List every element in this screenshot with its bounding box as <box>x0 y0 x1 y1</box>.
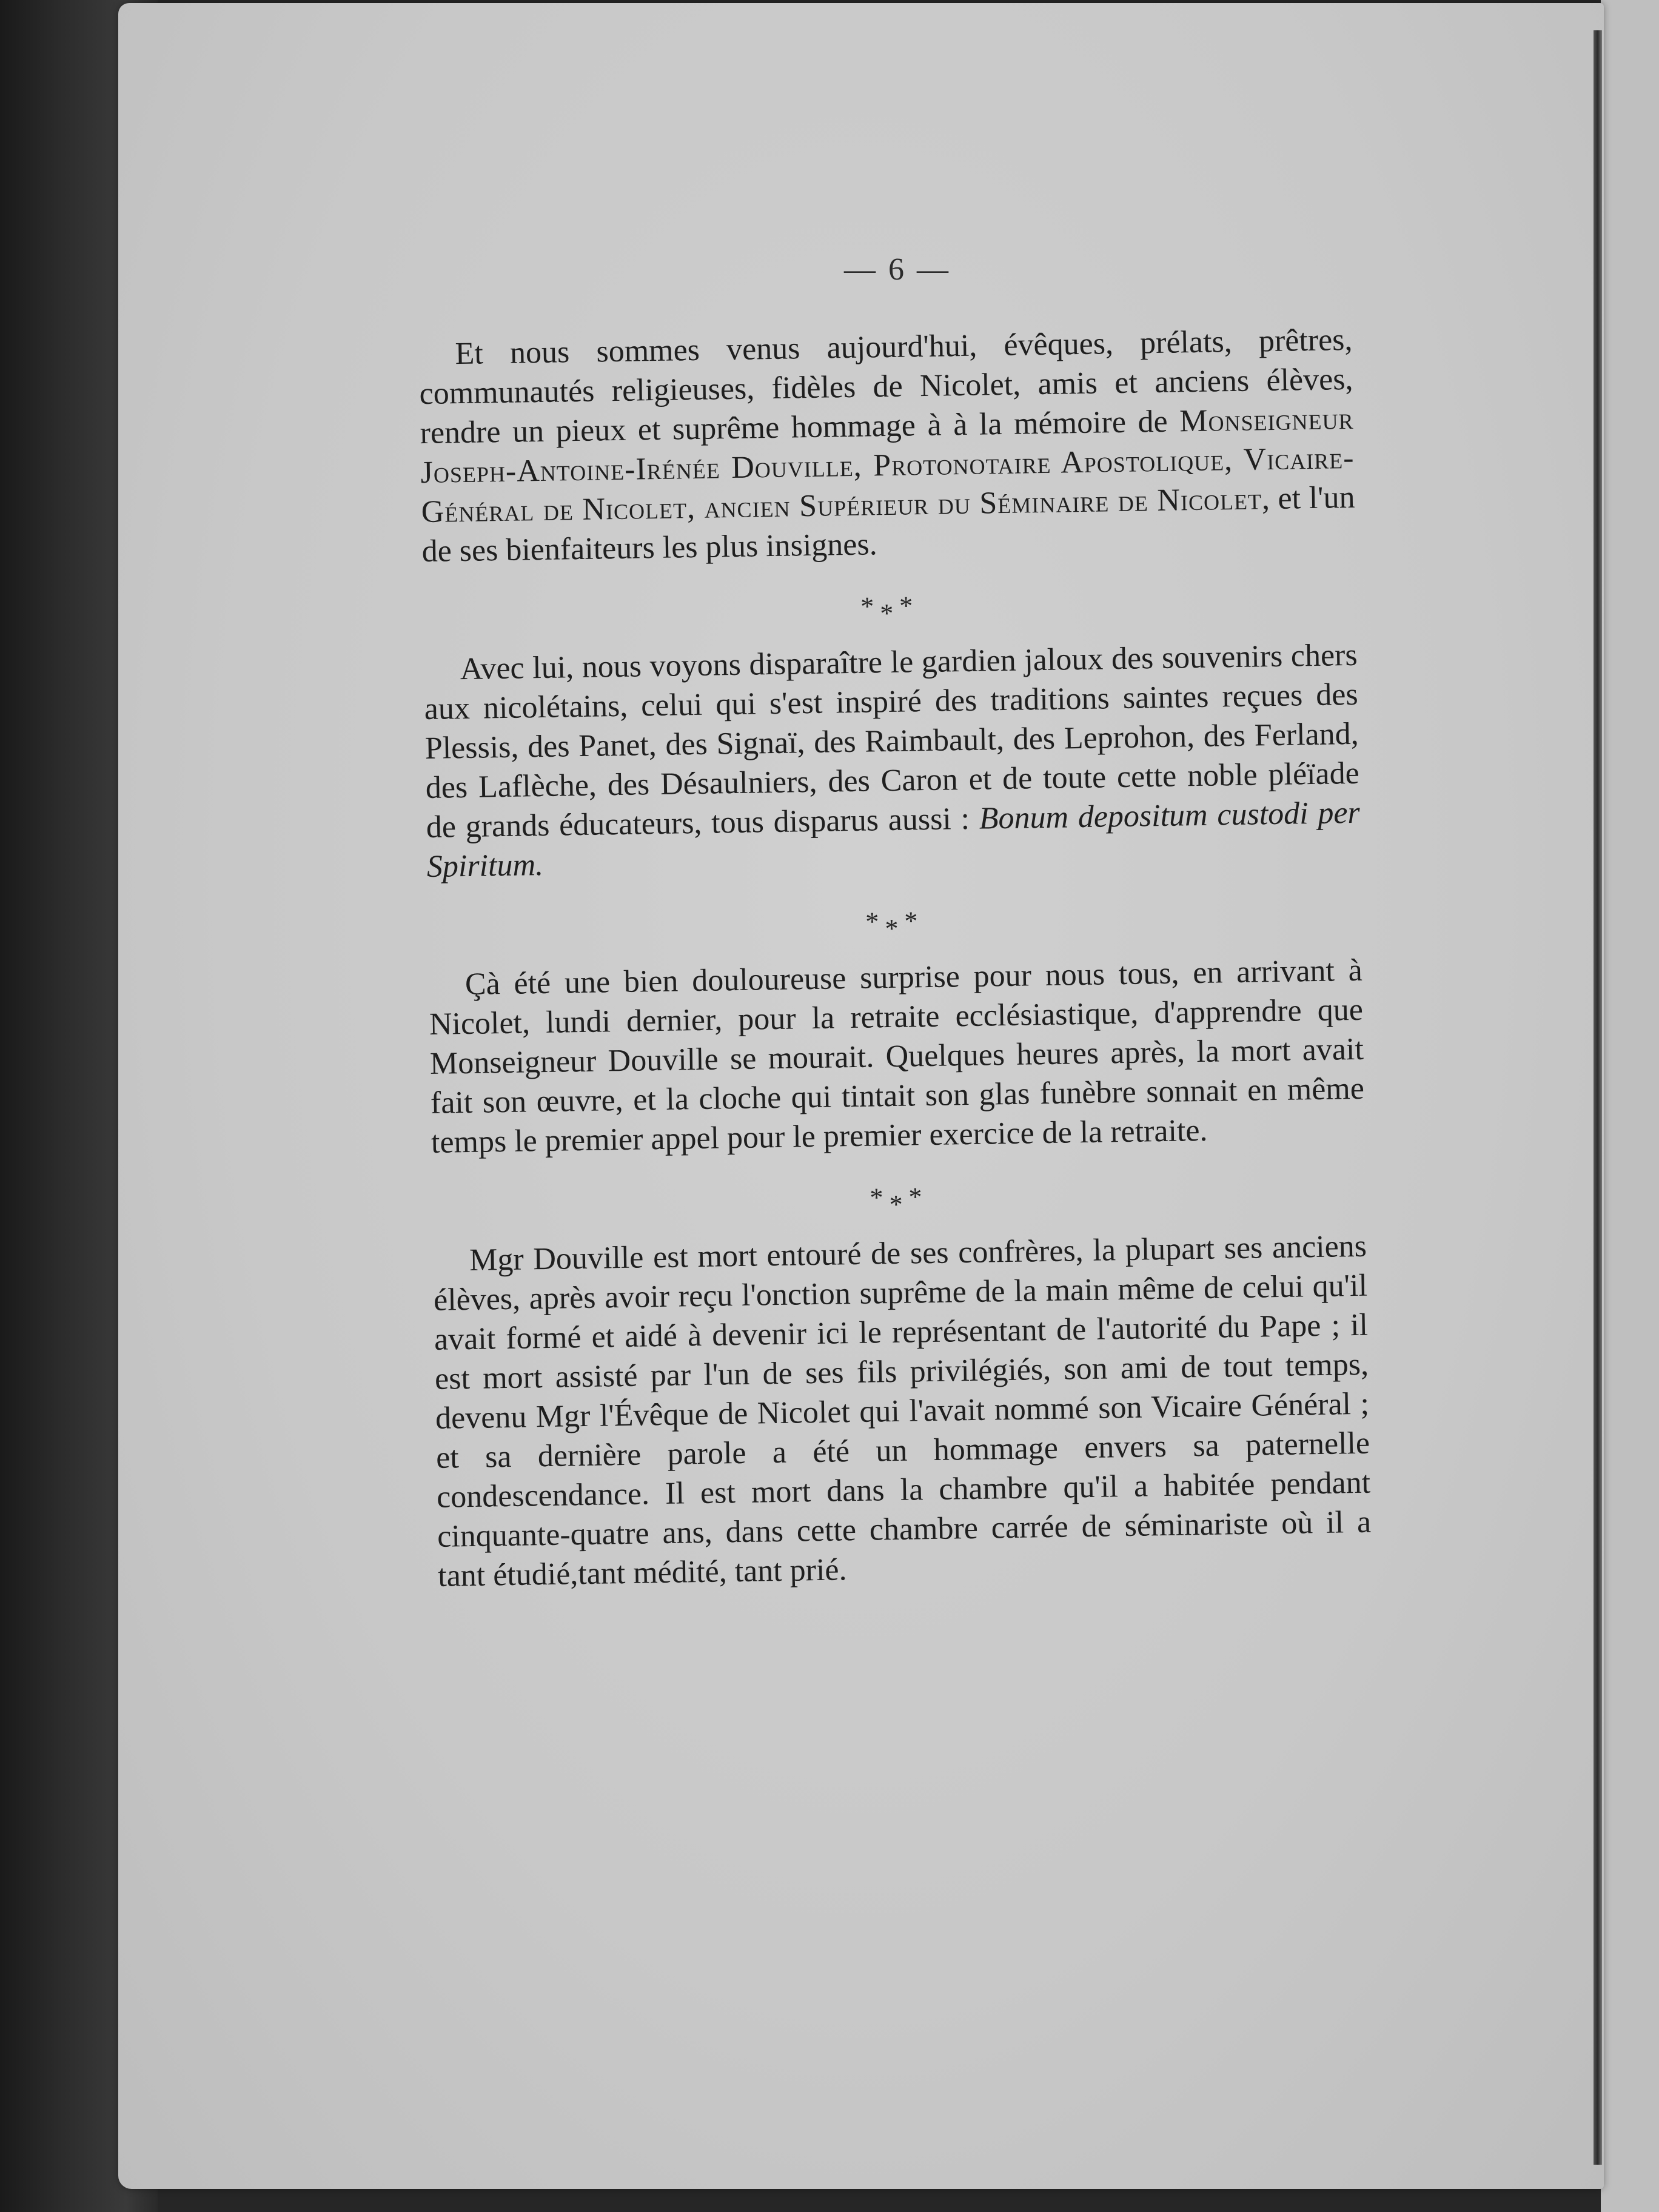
paragraph-1 <box>418 320 1356 571</box>
page-number: — 6 — <box>844 252 951 287</box>
page-content <box>418 320 1372 1596</box>
paragraph-1-smallcaps: Monseigneur Joseph-Antoine-Irénée Douville, Protonotaire Apostolique, Vicaire-Général de Nicolet, ancien Supérieur du Séminaire de Nicolet <box>420 401 1355 530</box>
asterism-separator <box>432 1148 1367 1241</box>
paragraph-3: Çà été une bien douloureuse surprise pour nous tous, en arrivant à Nicolet, lundi dernier, pour la retraite ecclésiastique, d'apprendre que Monseigneur Douville se mourait. Quelques heures après, la mort avait fait son œuvre, et la cloche qui tintait son glas funèbre sonnait en même temps le premier appel pour le premier exercice de la retraite. <box>429 953 1365 1160</box>
paragraph-2-text: Avec lui, nous voyons disparaître le gardien jaloux des souvenirs chers aux nicolétains, celui qui s'est inspiré des traditions saintes reçues des Plessis, des Panet, des Signaï, des Raimbault, des Leprohon, des Ferland, des Laflèche, des Désaulniers, des Caron et de toute cette noble pléïade de grands éducateurs, tous disparus aussi : <box>424 637 1360 845</box>
paragraph-1-text-b: , et l'un de ses bienfaiteurs les plus insignes. <box>421 480 1355 569</box>
asterism-star: * <box>889 1189 910 1220</box>
asterism-star: * <box>860 591 880 622</box>
asterism-star: * <box>865 907 885 937</box>
paragraph-2-latin-quote: Bonum depositum custodi per Spiritum. <box>426 795 1361 884</box>
paragraph-1-text-a: Et nous sommes venus aujourd'hui, évêques, prélats, prêtres, communautés religieuses, fidèles de Nicolet, amis et anciens élèves, rendre un pieux et suprême hommage à à la mémoire de <box>419 322 1353 451</box>
asterism-star: * <box>870 1182 890 1213</box>
book-gutter <box>1594 30 1602 2165</box>
asterism-star: * <box>903 906 924 936</box>
paragraph-2 <box>423 635 1361 886</box>
adjacent-page-edge <box>1601 0 1659 2212</box>
asterism-separator <box>422 557 1357 650</box>
asterism-star: * <box>899 591 919 621</box>
asterism-separator <box>427 872 1362 965</box>
asterism-star: * <box>885 913 905 944</box>
paragraph-4: Mgr Douville est mort entouré de ses confrères, la plupart ses anciens élèves, après avoir reçu l'onction suprême de la main même de celui qu'il avait formé et aidé à devenir ici le représentant de l'autorité du Pape ; il est mort assisté par l'un de ses fils privilégiés, son ami de tout temps, devenu Mgr l'Évêque de Nicolet qui l'avait nommé son Vicaire Général ; et sa dernière parole a été un hommage envers sa paternelle condescendance. Il est mort dans la chambre qu'il a habitée pendant cinquante-quatre ans, dans cette chambre carrée de séminariste où il a tant étudié,tant médité, tant prié. <box>433 1228 1372 1594</box>
asterism-star: * <box>908 1182 928 1212</box>
asterism-star: * <box>880 598 900 629</box>
